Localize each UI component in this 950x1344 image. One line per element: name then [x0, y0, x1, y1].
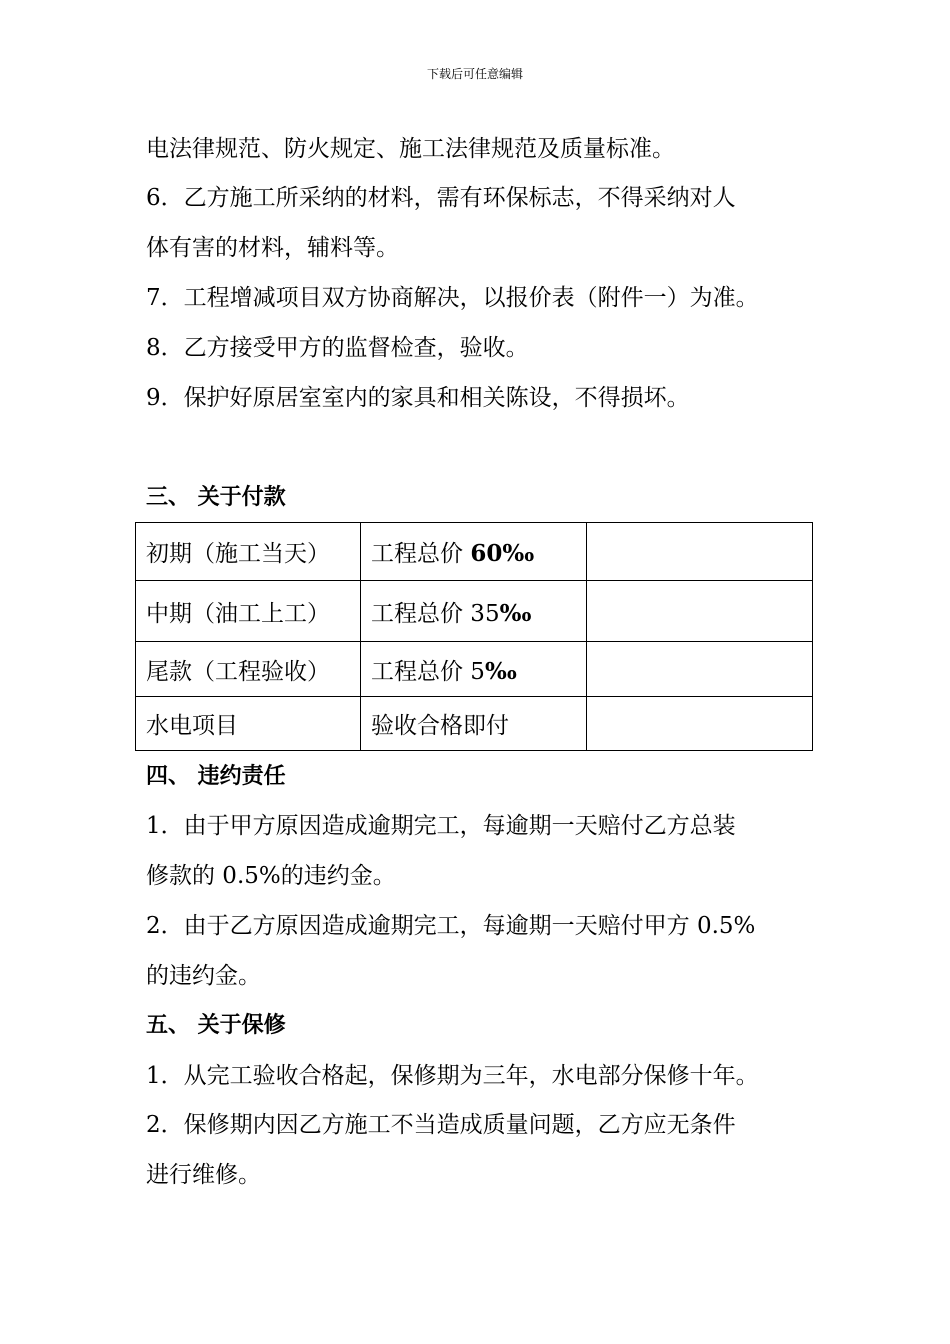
table-row	[136, 697, 813, 751]
stage-cell: 中期（油工上工）	[136, 581, 361, 642]
section-heading-payment: 三、 关于付款	[146, 485, 286, 510]
table-row	[136, 642, 813, 697]
clause-text: 电法律规范、防火规定、施工法律规范及质量标准。	[146, 136, 675, 162]
section-heading-liability: 四、 违约责任	[146, 764, 286, 789]
warranty-clause-1: 1．从完工验收合格起，保修期为三年，水电部分保修十年。	[146, 1063, 759, 1089]
liability-clause-1-cont: 修款的 0.5%的违约金。	[146, 863, 396, 889]
stage-cell: 初期（施工当天）	[136, 523, 361, 581]
note-cell	[587, 523, 813, 581]
clause-6: 6．乙方施工所采纳的材料，需有环保标志，不得采纳对人	[146, 185, 736, 211]
term-cell	[361, 697, 587, 751]
note-cell	[587, 697, 813, 751]
clause-6-cont: 体有害的材料，辅料等。	[146, 235, 399, 261]
term-cell	[361, 523, 587, 581]
liability-clause-2-cont: 的违约金。	[146, 963, 261, 989]
page-header: 下载后可任意编辑	[426, 67, 523, 81]
term-value: ‰	[484, 657, 517, 685]
term-value: ‰	[499, 599, 532, 627]
term-prefix: 工程总价	[371, 541, 471, 567]
liability-clause-2: 2．由于乙方原因造成逾期完工，每逾期一天赔付甲方 0.5%	[146, 913, 756, 939]
term-prefix: 工程总价 5	[371, 658, 485, 685]
clause-8: 8．乙方接受甲方的监督检查，验收。	[146, 335, 529, 361]
note-cell	[587, 642, 813, 697]
warranty-clause-2: 2．保修期内因乙方施工不当造成质量问题，乙方应无条件	[146, 1112, 736, 1138]
term-cell	[361, 642, 587, 697]
term-prefix: 验收合格即付	[371, 713, 509, 739]
table-row	[136, 523, 813, 581]
payment-table	[135, 522, 813, 751]
note-cell	[587, 581, 813, 642]
stage-cell: 水电项目	[136, 697, 361, 751]
table-row	[136, 581, 813, 642]
liability-clause-1: 1．由于甲方原因造成逾期完工，每逾期一天赔付乙方总装	[146, 813, 736, 839]
clause-9: 9．保护好原居室室内的家具和相关陈设，不得损坏。	[146, 385, 690, 411]
section-heading-warranty: 五、 关于保修	[146, 1013, 286, 1038]
term-value: 60‰	[470, 540, 535, 567]
warranty-clause-2-cont: 进行维修。	[146, 1162, 261, 1188]
stage-cell: 尾款（工程验收）	[136, 642, 361, 697]
clause-7: 7．工程增减项目双方协商解决，以报价表（附件一）为准。	[146, 285, 759, 311]
term-cell	[361, 581, 587, 642]
term-prefix: 工程总价 35	[371, 600, 500, 627]
